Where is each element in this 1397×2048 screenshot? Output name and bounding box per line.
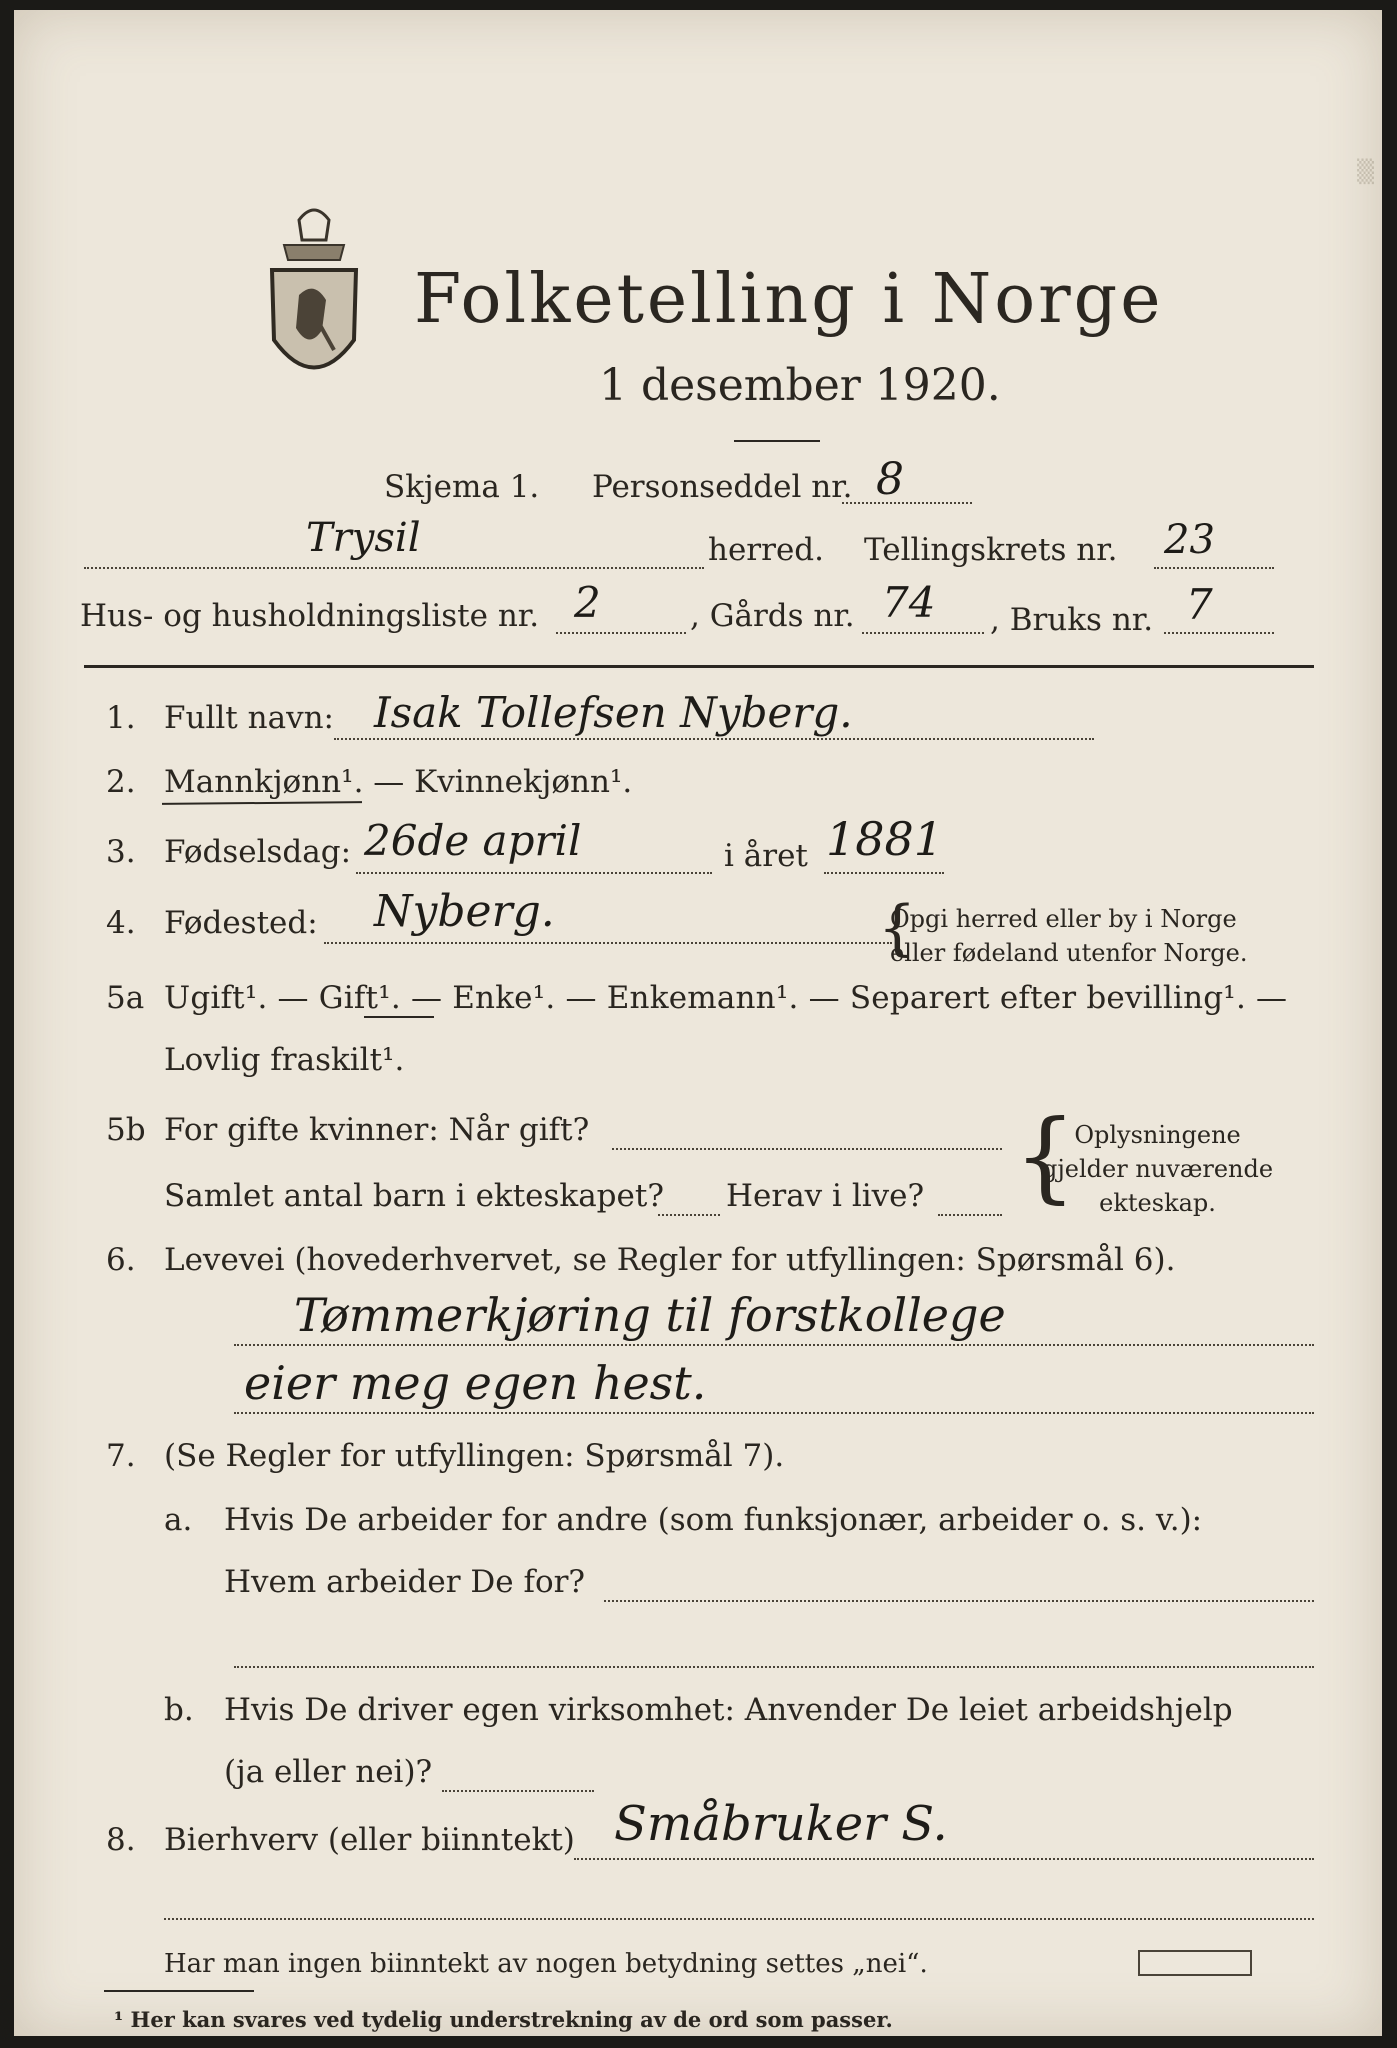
birthplace-value[interactable]: Nyberg. [374, 886, 555, 937]
q5b-married-when-label: For gifte kvinner: Når gift? [164, 1112, 590, 1148]
bruks-value[interactable]: 7 [1186, 580, 1213, 629]
tellingskrets-value[interactable]: 23 [1164, 517, 1215, 563]
occupation-value-1[interactable]: Tømmerkjøring til forstkollege [294, 1288, 1006, 1342]
q4-label: Fødested: [164, 905, 318, 941]
q7b-hired-help-label: (ja eller nei)? [224, 1754, 433, 1790]
q4-field-line [324, 942, 892, 944]
birthday-value[interactable]: 26de april [364, 816, 582, 865]
husholdningsliste-value[interactable]: 2 [574, 578, 601, 627]
q6-label: Levevei (hovederhvervet, se Regler for utfyllingen: Spørsmål 6). [164, 1242, 1176, 1278]
q5b-children-field-line [658, 1214, 720, 1216]
q3-year-label: i året [724, 838, 808, 874]
q7-number: 7. [106, 1438, 136, 1474]
q1-number: 1. [106, 700, 136, 736]
q5b-children-label: Samlet antal barn i ekteskapet? [164, 1178, 664, 1214]
q5b-number: 5b [106, 1112, 146, 1148]
q5b-note-line-2: gjelder nuværende [1042, 1155, 1274, 1183]
q4-note [890, 902, 1248, 970]
q4-brace: { [878, 893, 917, 963]
q7-label: (Se Regler for utfyllingen: Spørsmål 7). [164, 1438, 785, 1474]
footer-note: Har man ingen biinntekt av nogen betydning settes „nei“. [164, 1949, 928, 1979]
form-title: Folketelling i Norge [414, 260, 1164, 339]
q1-label: Fullt navn: [164, 700, 334, 736]
footnote: ¹ Her kan svares ved tydelig understrekning av de ord som passer. [114, 2007, 893, 2032]
q1-field-line [334, 738, 1094, 740]
footnote-divider [104, 1990, 254, 1992]
q7a-employer-field-line [604, 1600, 1314, 1602]
husholdningsliste-field-line [556, 632, 686, 634]
printer-stamp [1138, 1950, 1252, 1976]
birth-year-value[interactable]: 1881 [826, 812, 944, 866]
q6-field-line-2 [234, 1412, 1314, 1414]
q8-field-line [574, 1858, 1314, 1860]
full-name-value[interactable]: Isak Tollefsen Nyberg. [374, 688, 853, 737]
q2-number: 2. [106, 764, 136, 800]
q4-note-line-2: eller fødeland utenfor Norge. [890, 939, 1248, 967]
norway-coat-of-arms-icon [254, 200, 374, 400]
herred-field-line [84, 567, 704, 569]
divider [734, 440, 820, 442]
q5a-marital-options: Ugift¹. — Gift¹. — Enke¹. — Enkemann¹. — Separert efter bevilling¹. — [164, 980, 1288, 1016]
q5b-married-field-line [612, 1148, 1002, 1150]
q5b-alive-field-line [938, 1214, 1002, 1216]
q5b-note-line-1: Oplysningene [1074, 1121, 1241, 1149]
personseddel-field-line [842, 502, 972, 504]
q5b-note [1042, 1118, 1273, 1220]
q8-number: 8. [106, 1822, 136, 1858]
side-income-value[interactable]: Småbruker S. [614, 1796, 948, 1852]
q3-field-line [356, 872, 712, 874]
q5b-note-line-3: ekteskap. [1099, 1189, 1216, 1217]
q7a-employer-field-line-2 [234, 1666, 1314, 1668]
bruks-label: , Bruks nr. [990, 602, 1154, 638]
census-form [14, 10, 1382, 2036]
gards-label: , Gårds nr. [690, 598, 855, 634]
q5b-brace: { [1014, 1100, 1077, 1214]
q3-label: Fødselsdag: [164, 834, 352, 870]
census-date: 1 desember 1920. [599, 360, 1001, 411]
herred-value[interactable]: Trysil [306, 515, 421, 561]
q6-number: 6. [106, 1242, 136, 1278]
tellingskrets-label: Tellingskrets nr. [864, 532, 1118, 568]
q2-sex-options: Mannkjønn¹. — Kvinnekjønn¹. [164, 764, 633, 800]
q5b-alive-label: Herav i live? [726, 1178, 925, 1214]
q4-number: 4. [106, 905, 136, 941]
q5a-number: 5a [106, 980, 145, 1016]
q7a-letter: a. [164, 1502, 193, 1538]
q5a-underline-mark [364, 1016, 434, 1018]
tellingskrets-field-line [1154, 567, 1274, 569]
q7a-employer-label: Hvem arbeider De for? [224, 1564, 586, 1600]
q8-label: Bierhverv (eller biinntekt) [164, 1822, 575, 1858]
q6-field-line-1 [234, 1344, 1314, 1346]
q2-underline-mark [162, 801, 362, 805]
personseddel-label: Personseddel nr. [592, 469, 853, 505]
q5a-marital-options-2: Lovlig fraskilt¹. [164, 1042, 405, 1078]
bleed-through: ▒ [1357, 160, 1374, 185]
schema-label: Skjema 1. [384, 469, 540, 505]
occupation-value-2[interactable]: eier meg egen hest. [244, 1356, 707, 1410]
q4-note-line-1: Opgi herred eller by i Norge [890, 905, 1237, 933]
q3-year-field-line [824, 872, 944, 874]
q7b-letter: b. [164, 1692, 194, 1728]
gards-field-line [862, 632, 984, 634]
q7b-field-line [442, 1790, 594, 1792]
q7a-question: Hvis De arbeider for andre (som funksjonær, arbeider o. s. v.): [224, 1502, 1203, 1538]
section-divider [84, 665, 1314, 668]
gards-value[interactable]: 74 [882, 578, 936, 627]
bruks-field-line [1164, 632, 1274, 634]
personseddel-value[interactable]: 8 [876, 454, 904, 505]
q7b-question: Hvis De driver egen virksomhet: Anvender De leiet arbeidshjelp [224, 1692, 1233, 1728]
q3-number: 3. [106, 834, 136, 870]
herred-label: herred. [708, 532, 824, 568]
q8-field-line-2 [164, 1918, 1314, 1920]
husholdningsliste-label: Hus- og husholdningsliste nr. [80, 598, 540, 634]
